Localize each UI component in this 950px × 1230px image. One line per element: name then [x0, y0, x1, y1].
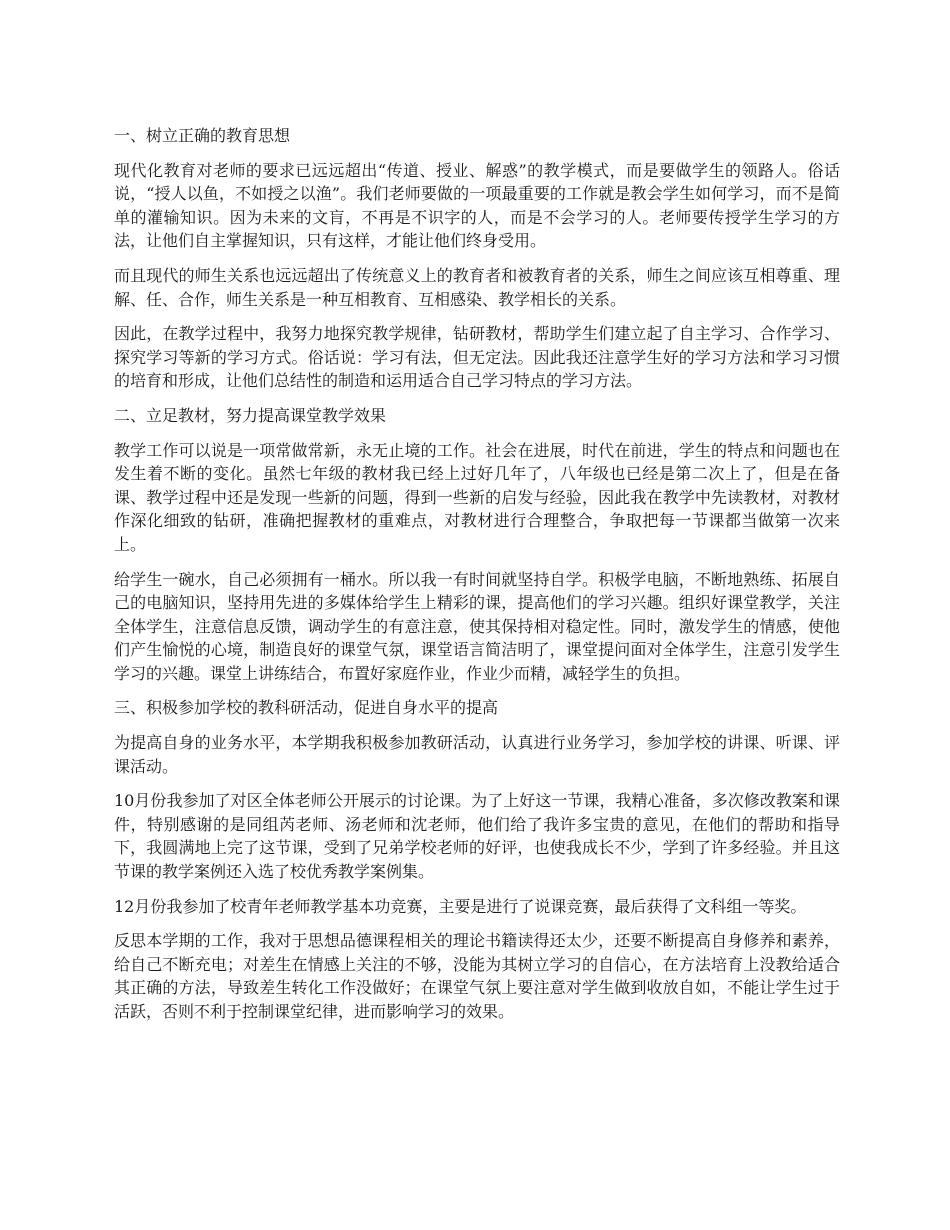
section-heading-1: 一、树立正确的教育思想 — [114, 126, 291, 145]
paragraph-1: 现代化教育对老师的要求已远远超出“传道、授业、解惑”的教学模式，而是要做学生的领路人。俗话说，“授人以鱼，不如授之以渔”。我们老师要做的一项最重要的工作就是教会学生如何学习，而不是简单的灌输知识。因为未来的文肓，不再是不识字的人，而是不会学习的人。老师要传授学生学习的方法，让他们自主掌握知识，只有这样，才能让他们终身受用。 — [114, 160, 840, 251]
paragraph-4: 教学工作可以说是一项常做常新，永无止境的工作。社会在进展，时代在前进，学生的特点和问题也在发生着不断的变化。虽然七年级的教材我已经上过好几年了，八年级也已经是第二次上了，但是在备课、教学过程中还是发现一些新的问题，得到一些新的启发与经验，因此我在教学中先读教材，对教材作深化细致的钻研，准确把握教材的重难点，对教材进行合理整合，争取把每一节课都当做第一次来上。 — [114, 440, 840, 554]
paragraph-5: 给学生一碗水，自己必须拥有一桶水。所以我一有时间就坚持自学。积极学电脑，不断地熟练、拓展自己的电脑知识，坚持用先进的多媒体给学生上精彩的课，提高他们的学习兴趣。组织好课堂教学，关注全体学生，注意信息反馈，调动学生的有意注意，使其保持相对稳定性。同时，激发学生的情感，使他们产生愉悦的心境，制造良好的课堂气氛，课堂语言简洁明了，课堂提问面对全体学生，注意引发学生学习的兴趣。课堂上讲练结合，布置好家庭作业，作业少而精，减轻学生的负担。 — [114, 569, 840, 683]
section-heading-2: 二、立足教材，努力提高课堂教学效果 — [114, 405, 387, 425]
paragraph-7: 10月份我参加了对区全体老师公开展示的讨论课。为了上好这一节课，我精心准备，多次修改教案和课件，特别感谢的是同组芮老师、汤老师和沈老师，他们给了我许多宝贵的意见，在他们的帮助和指导下，我圆满地上完了这节课，受到了兄弟学校老师的好评，也使我成长不少，学到了许多经验。并且这节课的教学案例还入选了校优秀教学案例集。 — [114, 791, 840, 882]
section-heading-3: 三、积极参加学校的教科研活动，促进自身水平的提高 — [114, 698, 499, 718]
paragraph-3: 因此，在教学过程中，我努力地探究教学规律，钻研教材，帮助学生们建立起了自主学习、合作学习、探究学习等新的学习方式。俗话说：学习有法，但无定法。因此我还注意学生好的学习方法和学习习惯的培育和形成，让他们总结性的制造和运用适合自己学习特点的学习方法。 — [114, 324, 840, 391]
paragraph-2: 而且现代的师生关系也远远超出了传统意义上的教育者和被教育者的关系，师生之间应该互相尊重、理解、任、合作，师生关系是一种互相教育、互相感染、教学相长的关系。 — [114, 265, 840, 309]
paragraph-8: 12月份我参加了校青年老师教学基本功竞赛，主要是进行了说课竞赛，最后获得了文科组一等奖。 — [114, 896, 807, 916]
paragraph-6: 为提高自身的业务水平，本学期我积极参加教研活动，认真进行业务学习，参加学校的讲课、听课、评课活动。 — [114, 733, 840, 776]
document-body — [114, 124, 840, 1035]
paragraph-9: 反思本学期的工作，我对于思想品德课程相关的理论书籍读得还太少，还要不断提高自身修养和素养，给自己不断充电；对差生在情感上关注的不够，没能为其树立学习的自信心，在方法培育上没教给适合其正确的方法，导致差生转化工作没做好；在课堂气氛上要注意对学生做到收放自如，不能让学生过于活跃，否则不利于控制课堂纪律，进而影响学习的效果。 — [114, 931, 840, 1021]
